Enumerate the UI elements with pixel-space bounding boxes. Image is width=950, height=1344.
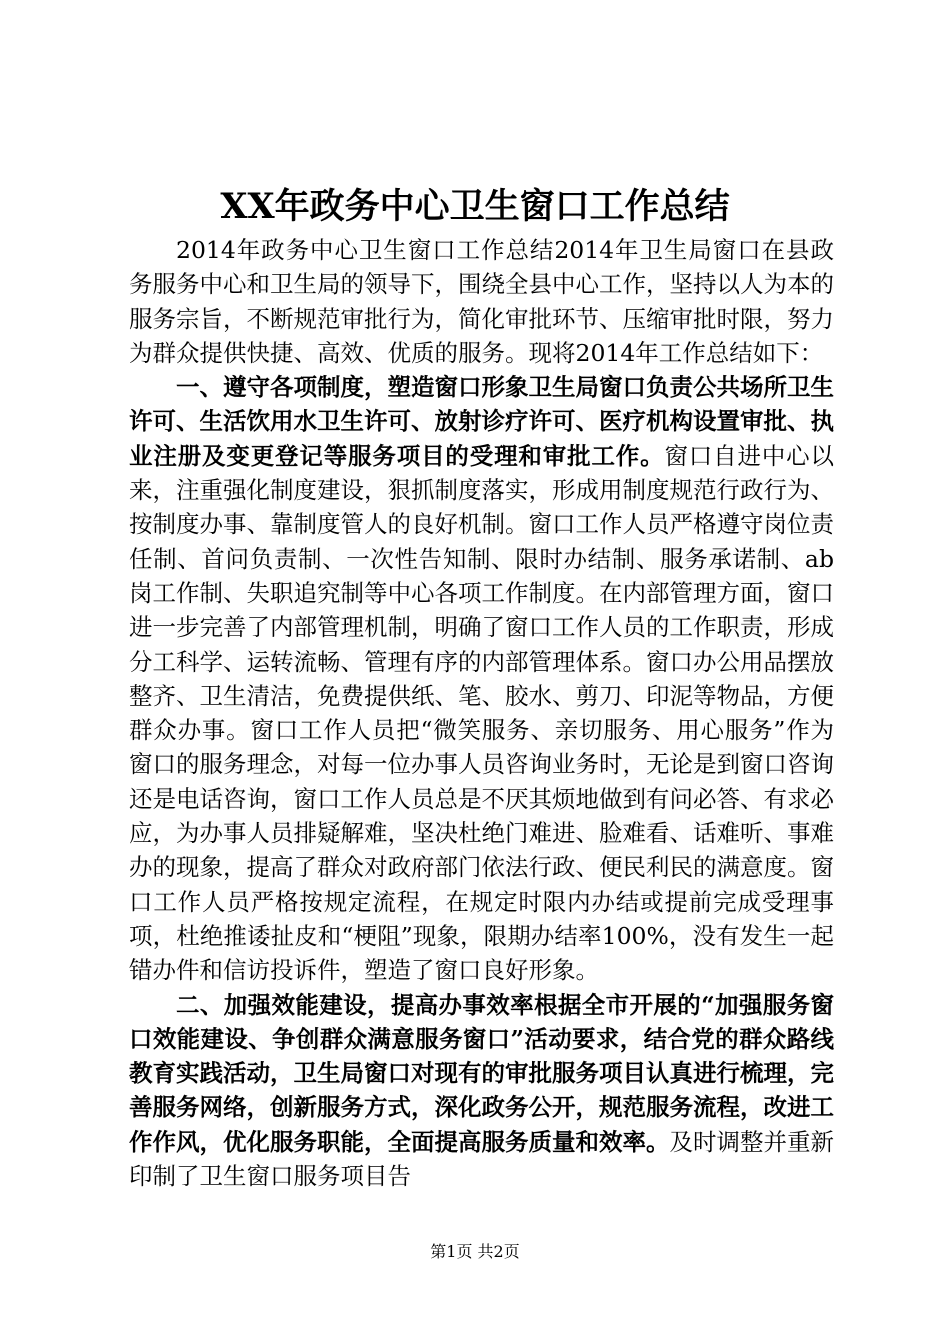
paragraph-intro: 2014年政务中心卫生窗口工作总结2014年卫生局窗口在县政务服务中心和卫生局的领导下，围绕全县中心工作，坚持以人为本的服务宗旨，不断规范审批行为，简化审批环节、压缩审批时限，努力为群众提供快捷、高效、优质的服务。现将2014年工作总结如下： — [129, 236, 834, 367]
section-1-body: 窗口自进中心以来，注重强化制度建设，狠抓制度落实，形成用制度规范行政行为、按制度办事、靠制度管人的良好机制。窗口工作人员严格遵守岗位责任制、首问负责制、一次性告知制、限时办结制、服务承诺制、ab岗工作制、失职追究制等中心各项工作制度。在内部管理方面，窗口进一步完善了内部管理机制，明确了窗口工作人员的工作职责，形成分工科学、运转流畅、管理有序的内部管理体系。窗口办公用品摆放整齐、卫生清洁，免费提供纸、笔、胶水、剪刀、印泥等物品，方便群众办事。窗口工作人员把“微笑服务、亲切服务、用心服务”作为窗口的服务理念，对每一位办事人员咨询业务时，无论是到窗口咨询还是电话咨询，窗口工作人员总是不厌其烦地做到有问必答、有求必应，为办事人员排疑解难，坚决杜绝门难进、脸难看、话难听、事难办的现象，提高了群众对政府部门依法行政、便民利民的满意度。窗口工作人员严格按规定流程，在规定时限内办结或提前完成受理事项，杜绝推诿扯皮和“梗阻”现象，限期办结率100%，没有发生一起错办件和信访投诉件，塑造了窗口良好形象。 — [129, 441, 835, 985]
section-2-heading: 二、加强效能建设，提高办事效率根据全市开展的“加强服务窗口效能建设、争创群众满意服务窗口”活动要求，结合党的群众路线教育实践活动，卫生局窗口对现有的审批服务项目认真进行梳理，完善服务网络，创新服务方式，深化政务公开，规范服务流程，改进工作作风，优化服务职能，全面提高服务质量和效率。 — [129, 990, 834, 1156]
paragraph-section-1 — [129, 370, 834, 987]
document-body — [129, 233, 834, 1193]
section-1-heading: 一、遵守各项制度，塑造窗口形象卫生局窗口负责公共场所卫生许可、生活饮用水卫生许可、放射诊疗许可、医疗机构设置审批、执业注册及变更登记等服务项目的受理和审批工作。 — [129, 373, 834, 470]
section-2-body: 及时调整并重新印制了卫生窗口服务项目告 — [129, 1127, 834, 1191]
document-title: XX年政务中心卫生窗口工作总结 — [220, 186, 730, 227]
page-number-footer: 第1页 共2页 — [430, 1242, 520, 1261]
paragraph-section-2 — [129, 988, 834, 1194]
